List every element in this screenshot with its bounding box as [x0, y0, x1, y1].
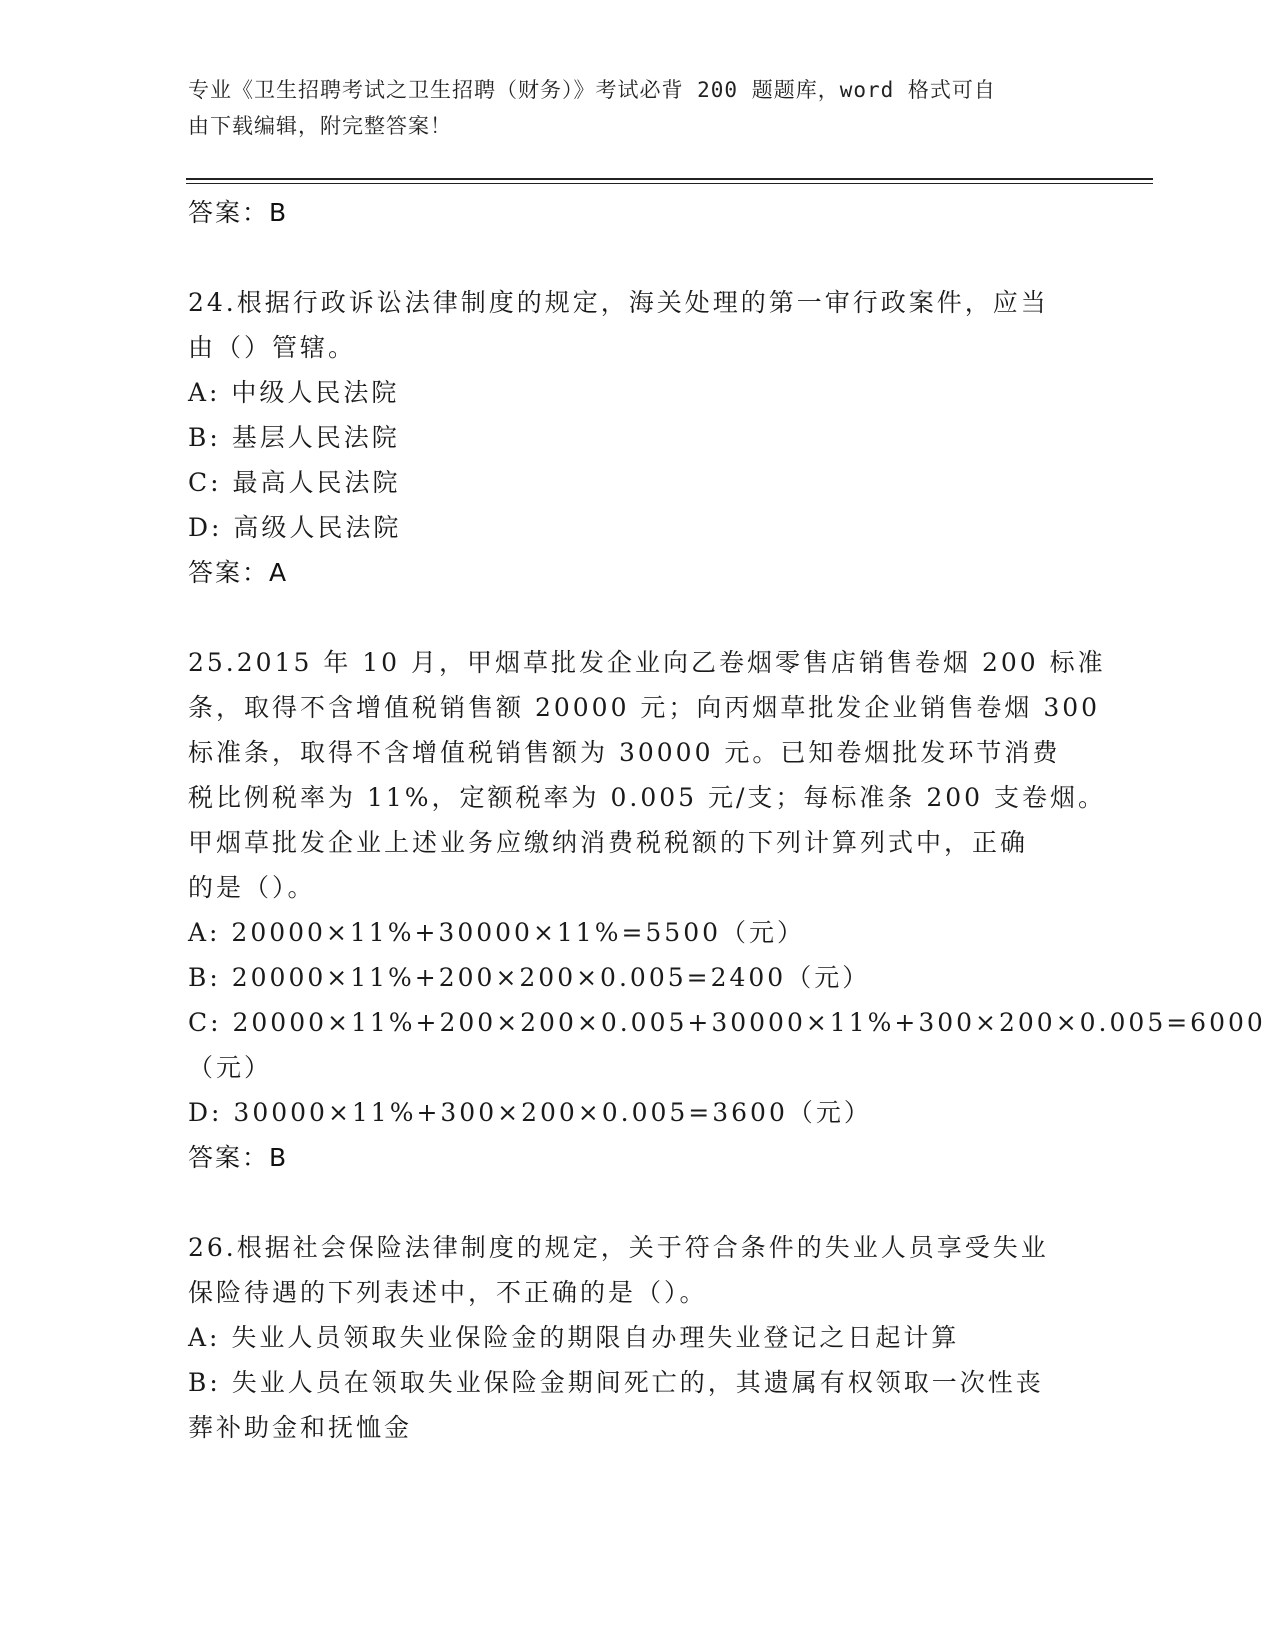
- spacer: [188, 235, 1088, 280]
- question-text-line: 25.2015 年 10 月，甲烟草批发企业向乙卷烟零售店销售卷烟 200 标准: [188, 648, 1106, 677]
- option-b: B: 20000×11%+200×200×0.005=2400（元）: [188, 963, 871, 992]
- question-26: [188, 1225, 1088, 1450]
- answer-25: 答案：B: [188, 1143, 289, 1172]
- question-text-line: 标准条，取得不含增值税销售额为 30000 元。已知卷烟批发环节消费: [188, 738, 1061, 767]
- spacer: [188, 1180, 1088, 1225]
- question-text-line: 24.根据行政诉讼法律制度的规定，海关处理的第一审行政案件，应当: [188, 288, 1049, 317]
- header-line-2: 由下载编辑，附完整答案！: [188, 114, 452, 138]
- header-line-1: 专业《卫生招聘考试之卫生招聘（财务）》考试必背 200 题题库，word 格式可自: [188, 78, 996, 102]
- option-a: A: 中级人民法院: [188, 378, 400, 407]
- option-b: B: 基层人民法院: [188, 423, 400, 452]
- answer-previous: 答案：B: [188, 198, 289, 227]
- option-c: C: 20000×11%+200×200×0.005+30000×11%+300×200×0.005=6000: [188, 1008, 1266, 1037]
- header-rule-thin: [186, 183, 1153, 184]
- option-d: D: 高级人民法院: [188, 513, 402, 542]
- option-a: A: 20000×11%+30000×11%=5500（元）: [188, 918, 806, 947]
- question-text-line: 保险待遇的下列表述中，不正确的是（）。: [188, 1278, 708, 1307]
- document-body: [188, 190, 1266, 1450]
- spacer: [188, 595, 1088, 640]
- option-c: C: 最高人民法院: [188, 468, 401, 497]
- header-rule-thick: [186, 178, 1153, 180]
- option-a: A: 失业人员领取失业保险金的期限自办理失业登记之日起计算: [188, 1323, 960, 1352]
- question-text-line: 税比例税率为 11%，定额税率为 0.005 元/支；每标准条 200 支卷烟。: [188, 783, 1107, 812]
- option-b: B: 失业人员在领取失业保险金期间死亡的，其遗属有权领取一次性丧: [188, 1368, 1044, 1397]
- question-25: [188, 640, 1266, 1180]
- answer-24: 答案：A: [188, 558, 289, 587]
- document-header: [188, 72, 1068, 144]
- question-text-line: 甲烟草批发企业上述业务应缴纳消费税税额的下列计算列式中，正确: [188, 828, 1029, 857]
- question-text-line: 的是（）。: [188, 873, 316, 902]
- question-text-line: 条，取得不含增值税销售额 20000 元；向丙烟草批发企业销售卷烟 300: [188, 693, 1101, 722]
- option-b-continued: 葬补助金和抚恤金: [188, 1413, 413, 1442]
- question-text-line: 26.根据社会保险法律制度的规定，关于符合条件的失业人员享受失业: [188, 1233, 1049, 1262]
- question-24: [188, 280, 1088, 595]
- option-d: D: 30000×11%+300×200×0.005=3600（元）: [188, 1098, 872, 1127]
- question-text-line: 由（）管辖。: [188, 333, 357, 362]
- option-c-continued: （元）: [188, 1053, 273, 1082]
